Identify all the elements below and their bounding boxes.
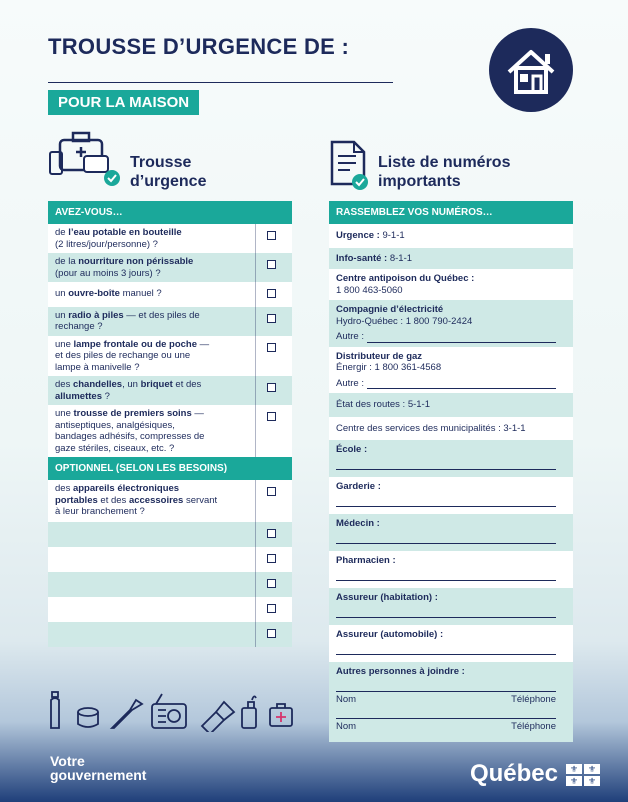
checkbox[interactable] <box>267 231 276 240</box>
infosante-row <box>329 248 573 270</box>
name-label: Nom <box>336 693 357 705</box>
row-value: Hydro-Québec : 1 800 790-2424 <box>336 315 473 327</box>
row-value: 1 800 463-5060 <box>336 284 403 296</box>
item-bold: appareils électroniques <box>72 483 180 494</box>
checklist-item-food <box>48 253 292 282</box>
municipalities-row: Centre des services des municipalités : 3-1-1 <box>329 417 573 441</box>
title-underline <box>48 82 393 83</box>
gas-row <box>329 347 573 394</box>
antipoison-row <box>329 269 573 300</box>
item-bold: allumettes <box>55 390 102 402</box>
checkbox[interactable] <box>267 629 276 638</box>
item-text: une <box>55 338 74 350</box>
item-text: de <box>55 227 69 238</box>
item-text: bandages adhésifs, compresses de <box>55 431 205 442</box>
item-text: à leur branchement ? <box>55 506 145 517</box>
checklist-blank-row <box>48 572 292 597</box>
checklist-item-radio <box>48 307 292 336</box>
input-line[interactable] <box>336 493 556 507</box>
checklist-item-candles <box>48 376 292 405</box>
checklist-item-can-opener <box>48 282 292 307</box>
item-text: antiseptiques, analgésiques, <box>55 419 175 431</box>
item-text: un <box>55 288 69 299</box>
item-text: des <box>55 379 73 390</box>
optional-table-header: OPTIONNEL (SELON LES BESOINS) <box>48 457 292 480</box>
checklist-item-flashlight <box>48 336 292 377</box>
item-text: — <box>191 408 204 419</box>
row-label: Compagnie d’électricité <box>336 304 444 315</box>
item-text: une <box>55 408 74 419</box>
item-text: ? <box>102 390 110 402</box>
logo-line2: gouvernement <box>50 767 147 783</box>
item-bold: chandelles <box>72 379 123 390</box>
checklist-blank-row <box>48 597 292 622</box>
checklist-item-electronics <box>48 480 292 522</box>
checkbox[interactable] <box>267 260 276 269</box>
quebec-logo: Québec <box>469 760 558 787</box>
item-text: — et des piles de <box>123 309 200 321</box>
contact-input-line[interactable] <box>336 678 556 692</box>
divider <box>255 547 256 572</box>
row-label: Assureur (habitation) : <box>336 592 438 603</box>
item-text: et des <box>97 494 129 506</box>
kit-table-header: AVEZ-VOUS… <box>48 201 292 224</box>
input-line[interactable] <box>336 530 556 544</box>
item-text: des <box>55 483 73 494</box>
input-line[interactable] <box>336 567 556 581</box>
kit-title-line2: d’urgence <box>130 173 207 190</box>
item-text: (pour au moins 3 jours) ? <box>55 267 161 279</box>
row-label: Distributeur de gaz <box>336 350 423 362</box>
auto-insurer-row <box>329 625 573 662</box>
phone-label: Téléphone <box>511 693 556 705</box>
urgence-row <box>329 224 573 248</box>
item-text: (2 litres/jour/personne) ? <box>55 238 158 250</box>
input-line[interactable] <box>336 456 556 470</box>
government-logo <box>50 754 146 782</box>
checkbox[interactable] <box>267 412 276 421</box>
electricity-row <box>329 300 573 347</box>
divider <box>255 522 256 547</box>
can-opener-icon <box>112 700 142 728</box>
item-bold: ouvre-boîte <box>68 288 120 299</box>
numbers-list <box>329 201 573 742</box>
checklist-blank-row <box>48 522 292 547</box>
school-row <box>329 440 573 477</box>
numbers-title-line1: Liste de numéros <box>378 154 511 171</box>
supplies-icons <box>48 690 294 732</box>
roads-row: État des routes : 5-1-1 <box>329 393 573 417</box>
item-bold: accessoires <box>128 494 184 506</box>
row-label: Pharmacien : <box>336 555 396 566</box>
other-input-line[interactable] <box>367 378 556 390</box>
row-label: Médecin : <box>336 518 380 529</box>
item-text: de la <box>55 256 79 267</box>
row-label: Centre antipoison du Québec : <box>336 273 475 284</box>
fleur-de-lis-icon: ⚜ ⚜ ⚜ ⚜ <box>566 764 600 786</box>
flashlight-icon <box>202 702 234 732</box>
item-text: un <box>55 309 69 321</box>
numbers-section-title <box>378 153 510 191</box>
name-label: Nom <box>336 721 357 732</box>
divider <box>255 376 256 405</box>
row-label: Assureur (automobile) : <box>336 629 444 640</box>
checkbox[interactable] <box>267 383 276 392</box>
numbers-title-line2: importants <box>378 173 461 190</box>
divider <box>255 224 256 253</box>
row-label: Urgence : <box>336 230 380 241</box>
row-value: 9-1-1 <box>379 230 405 241</box>
divider <box>255 282 256 307</box>
item-bold: radio à piles <box>68 309 124 321</box>
divider <box>255 622 256 647</box>
water-bottle-icon <box>51 692 59 728</box>
checkbox[interactable] <box>267 487 276 496</box>
checklist-blank-row <box>48 622 292 647</box>
item-text: et des piles de rechange ou une <box>55 350 191 361</box>
item-bold: portables <box>55 494 98 506</box>
row-label: Info-santé : <box>336 252 388 264</box>
checkbox[interactable] <box>267 289 276 298</box>
canned-food-icon <box>78 708 98 727</box>
item-bold: briquet <box>140 379 173 390</box>
row-label: Autres personnes à joindre : <box>336 666 465 677</box>
daycare-row <box>329 477 573 514</box>
phone-label: Téléphone <box>511 721 556 732</box>
pharmacist-row <box>329 551 573 588</box>
logo-line1: Votre <box>50 753 85 769</box>
divider <box>255 253 256 282</box>
checkbox[interactable] <box>267 604 276 613</box>
kit-checklist <box>48 201 292 647</box>
house-icon <box>489 28 573 112</box>
checkbox[interactable] <box>267 529 276 538</box>
item-bold: nourriture non périssable <box>78 256 194 267</box>
row-label: Garderie : <box>336 481 381 492</box>
page-title: TROUSSE D’URGENCE DE : <box>48 34 350 59</box>
item-text: servant <box>183 494 218 506</box>
kit-title-line1: Trousse <box>130 154 192 171</box>
divider <box>255 336 256 377</box>
other-label: Autre : <box>336 331 364 342</box>
lighter-icon <box>242 696 256 728</box>
checklist-blank-row <box>48 547 292 572</box>
other-contacts-row <box>329 662 573 742</box>
divider <box>255 597 256 622</box>
numbers-table-header: RASSEMBLEZ VOS NUMÉROS… <box>329 201 573 224</box>
item-text: , un <box>122 379 141 390</box>
item-bold: lampe frontale ou de poche <box>73 338 198 350</box>
divider <box>255 572 256 597</box>
checkbox[interactable] <box>267 579 276 588</box>
divider <box>255 480 256 522</box>
item-text: rechange ? <box>55 321 103 332</box>
radio-icon <box>152 694 186 728</box>
item-bold: trousse de premiers soins <box>73 408 192 419</box>
kit-section-title <box>130 153 206 191</box>
input-line[interactable] <box>336 641 556 655</box>
checkbox[interactable] <box>267 343 276 352</box>
item-bold: l’eau potable en bouteille <box>68 227 182 238</box>
row-label: École : <box>336 444 368 455</box>
checklist-item-first-aid <box>48 405 292 457</box>
contact-input-line[interactable] <box>336 705 556 719</box>
item-text: — <box>197 338 210 350</box>
location-badge: POUR LA MAISON <box>48 90 199 115</box>
row-value: Énergir : 1 800 361-4568 <box>336 362 442 373</box>
checklist-document-icon <box>328 138 372 195</box>
emergency-kit-icon <box>48 130 122 191</box>
other-input-line[interactable] <box>367 331 556 343</box>
doctor-row <box>329 514 573 551</box>
home-insurer-row <box>329 588 573 625</box>
divider <box>255 405 256 457</box>
first-aid-kit-icon <box>270 704 292 726</box>
checkbox[interactable] <box>267 314 276 323</box>
item-text: et des <box>172 379 202 390</box>
other-label: Autre : <box>336 377 364 389</box>
item-text: manuel ? <box>119 288 162 299</box>
item-text: lampe à manivelle ? <box>55 361 140 373</box>
row-value: 8-1-1 <box>387 252 413 264</box>
divider <box>255 307 256 336</box>
checkbox[interactable] <box>267 554 276 563</box>
checklist-item-water <box>48 224 292 253</box>
item-text: gaze stériles, ciseaux, etc. ? <box>55 442 175 454</box>
input-line[interactable] <box>336 604 556 618</box>
